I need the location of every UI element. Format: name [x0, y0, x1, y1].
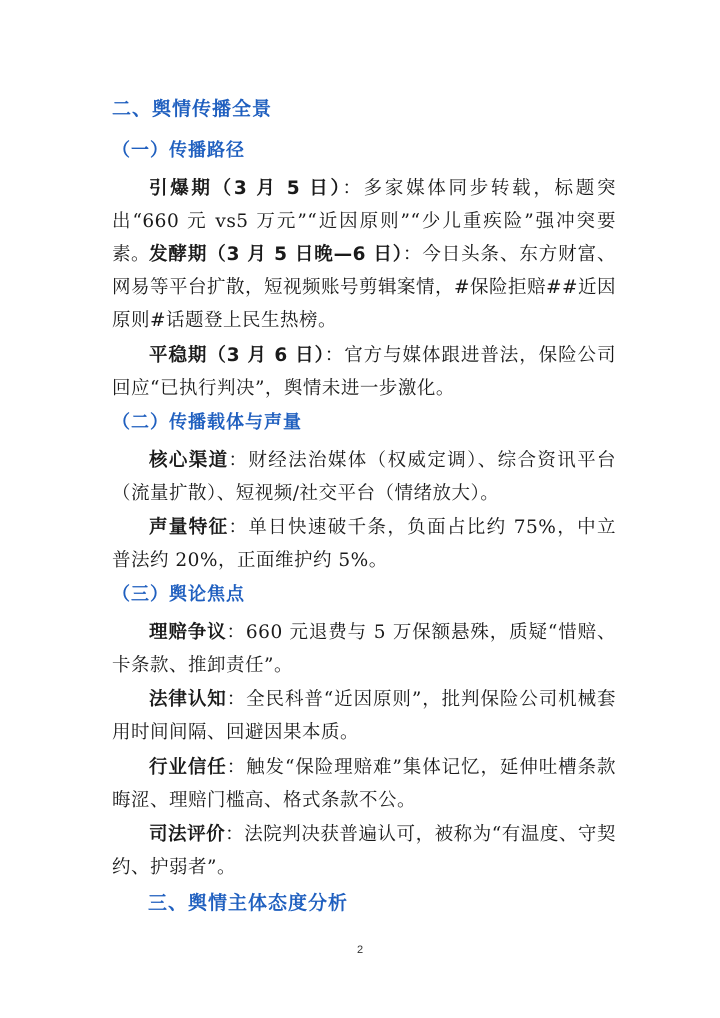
paragraph-stable-period — [112, 339, 616, 405]
paragraph-lead: 平稳期（3 月 6 日） — [149, 345, 325, 366]
section-heading: 二、舆情传播全景 — [112, 98, 273, 120]
paragraph-text: ：财经法治媒体（权威定调）、综合资讯平台（流量扩散）、短视频/社交平台（情绪放大）。 — [112, 450, 616, 504]
paragraph-claims-dispute — [112, 616, 616, 682]
paragraph-text: ：触发“保险理赔难”集体记忆，延伸吐槽条款晦涩、理赔门槛高、格式条款不公。 — [112, 757, 616, 811]
paragraph-lead: 行业信任 — [149, 757, 227, 778]
paragraph-text: ：官方与媒体跟进普法，保险公司回应“已执行判决”，舆情未进一步激化。 — [112, 345, 616, 399]
paragraph-industry-trust — [112, 751, 616, 817]
subsection-heading-carriers-volume: （二）传播载体与声量 — [112, 412, 302, 433]
paragraph-judicial-evaluation — [112, 818, 616, 884]
paragraph-text: ：单日快速破千条，负面占比约 75%，中立普法约 20%，正面维护约 5%。 — [112, 517, 616, 571]
paragraph-text: ：今日头条、东方财富、网易等平台扩散，短视频账号剪辑案情，#保险拒赔##近因原则#话题登上民生热榜。 — [112, 244, 617, 331]
subsection-heading-opinion-focus: （三）舆论焦点 — [112, 584, 245, 605]
section-heading-next: 三、舆情主体态度分析 — [148, 892, 349, 914]
paragraph-lead: 发酵期（3 月 5 日晚—6 日） — [149, 244, 403, 265]
paragraph-lead: 核心渠道 — [149, 450, 229, 471]
subsection-heading-propagation-path: （一）传播路径 — [112, 140, 245, 161]
page-number: 2 — [356, 944, 364, 956]
paragraph-text: ：全民科普“近因原则”，批判保险公司机械套用时间间隔、回避因果本质。 — [112, 689, 616, 743]
paragraph-lead: 声量特征 — [149, 517, 229, 538]
paragraph-legal-awareness — [112, 683, 616, 749]
paragraph-text: ：法院判决获普遍认可，被称为“有温度、守契约、护弱者”。 — [112, 824, 616, 878]
paragraph-lead: 引爆期（3 月 5 日） — [149, 178, 343, 199]
paragraph-volume-features — [112, 511, 616, 577]
paragraph-text: ：660 元退费与 5 万保额悬殊，质疑“惜赔、卡条款、推卸责任”。 — [112, 622, 616, 676]
paragraph-lead: 理赔争议 — [149, 622, 227, 643]
paragraph-lead: 法律认知 — [149, 689, 227, 710]
paragraph-text: ：多家媒体同步转载，标题突出“660 元 vs5 万元”“近因原则”“少儿重疾险”强冲突要素。 — [112, 178, 616, 265]
paragraph-lead: 司法评价 — [149, 824, 226, 845]
paragraph-core-channels — [112, 444, 616, 510]
paragraph-fermentation-period — [112, 238, 616, 337]
